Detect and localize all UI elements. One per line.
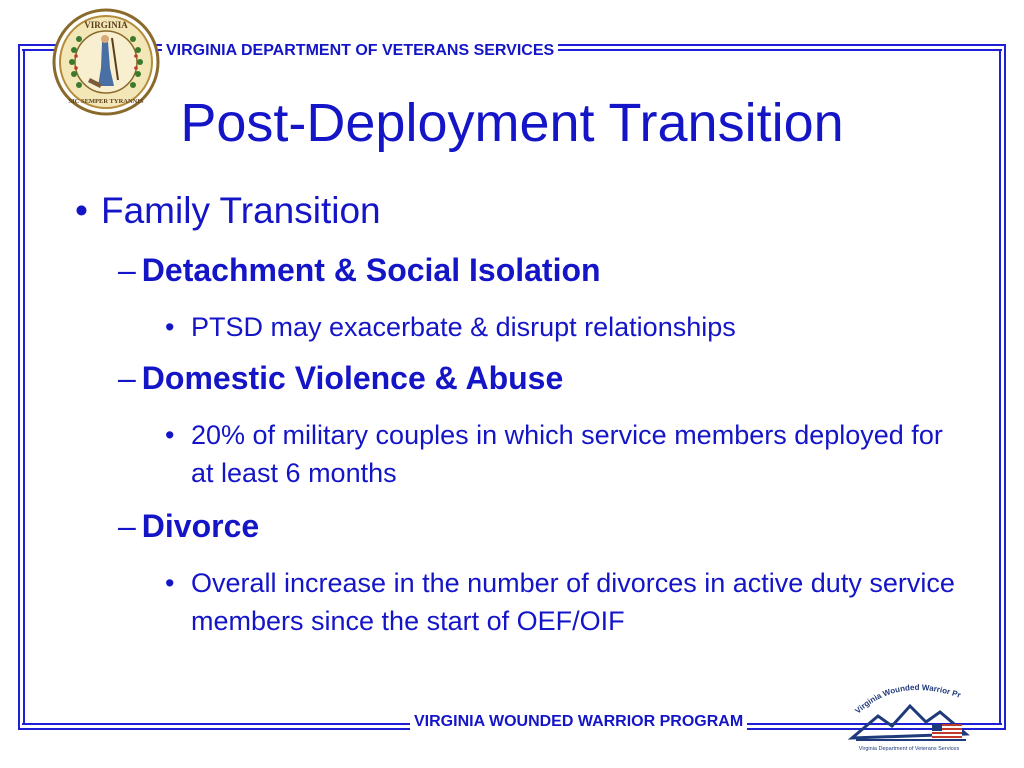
program-footer-label: VIRGINIA WOUNDED WARRIOR PROGRAM <box>410 713 747 731</box>
point-text: Overall increase in the number of divorces in active duty service members since the start of OEF/OIF <box>191 568 955 636</box>
point-text: 20% of military couples in which service members deployed for at least 6 months <box>191 420 943 488</box>
subitem-label: Detachment & Social Isolation <box>141 252 601 288</box>
logo-arc-text: Virginia Wounded Warrior Pr <box>853 682 962 716</box>
subitem-domestic-violence <box>118 360 563 397</box>
point-ptsd <box>165 308 965 346</box>
seal-text-bottom: SIC SEMPER TYRANNIS <box>68 98 144 105</box>
subitem-label: Divorce <box>141 508 260 544</box>
svg-text:Virginia Wounded Warrior Progr <box>848 672 962 715</box>
point-military-couples <box>165 416 965 492</box>
point-dot: • <box>165 568 175 598</box>
wounded-warrior-logo <box>848 672 970 756</box>
logo-subtitle: Virginia Department of Veterans Services <box>858 746 960 752</box>
bullet-label: Family Transition <box>101 190 381 231</box>
bullet-dot: • <box>75 190 88 231</box>
org-header-label: VIRGINIA DEPARTMENT OF VETERANS SERVICES <box>162 42 558 60</box>
point-divorce-increase <box>165 564 965 640</box>
dash-marker: – <box>118 508 136 544</box>
subitem-label: Domestic Violence & Abuse <box>141 360 564 396</box>
dash-marker: – <box>118 252 136 288</box>
subitem-detachment <box>118 252 601 289</box>
dash-marker: – <box>118 360 136 396</box>
bullet-family-transition <box>75 190 381 232</box>
point-dot: • <box>165 312 175 342</box>
subitem-divorce <box>118 508 259 545</box>
point-text: PTSD may exacerbate & disrupt relationships <box>191 312 736 342</box>
point-dot: • <box>165 420 175 450</box>
seal-text-top: VIRGINIA <box>84 20 128 30</box>
slide-title: Post-Deployment Transition <box>180 93 844 153</box>
